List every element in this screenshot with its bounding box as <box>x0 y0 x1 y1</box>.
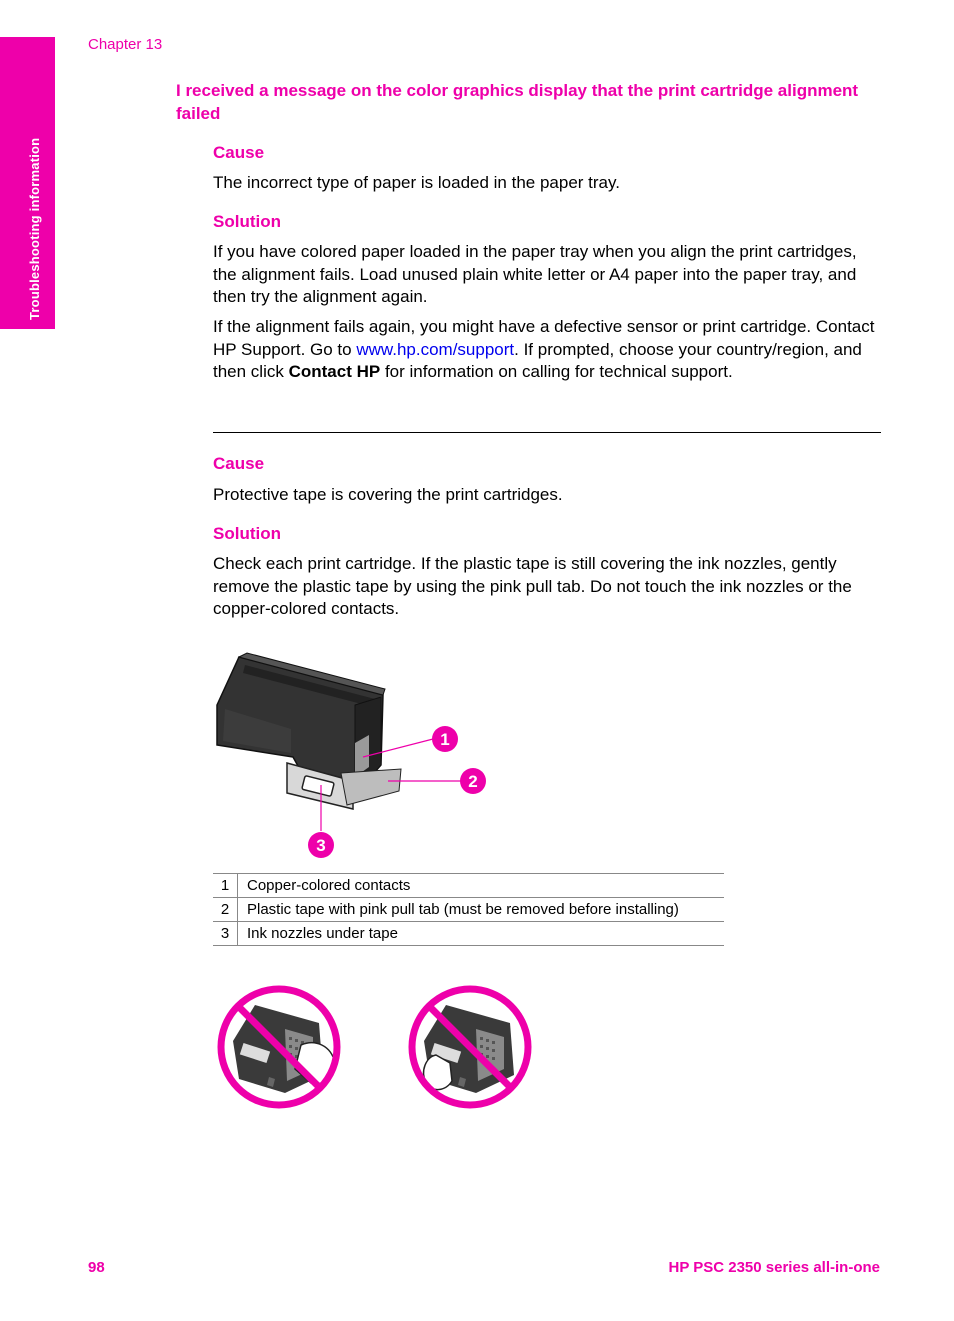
cause-heading-2: Cause <box>213 454 265 473</box>
legend-number: 1 <box>213 874 238 898</box>
do-not-touch-nozzles-icon <box>406 983 534 1111</box>
cause-text-1: The incorrect type of paper is loaded in the paper tray. <box>213 173 620 192</box>
callout-1-number: 1 <box>440 730 450 749</box>
solution-paragraph-2 <box>213 316 883 384</box>
solution-p2-text-b: . If prompted, choose your country/region, and then click <box>213 339 862 381</box>
legend-text: Plastic tape with pink pull tab (must be removed before installing) <box>238 898 725 922</box>
contact-hp-bold: Contact HP <box>288 362 381 381</box>
legend-number: 2 <box>213 898 238 922</box>
solution-paragraph-1: If you have colored paper loaded in the paper tray when you align the print cartridges, the alignment fails. Load unused plain white letter or A4 paper into the paper tray, and then try the alignment again. <box>213 242 857 306</box>
product-name: HP PSC 2350 series all-in-one <box>668 1259 880 1276</box>
support-link[interactable]: www.hp.com/support <box>356 339 515 359</box>
solution-p2-text-c: for information on calling for technical support. <box>380 362 733 381</box>
section-divider <box>213 432 881 433</box>
print-cartridge-illustration <box>205 645 495 865</box>
page-number: 98 <box>88 1259 105 1276</box>
solution-heading-1: Solution <box>213 212 281 231</box>
table-row <box>213 874 724 898</box>
solution-p2-text-a: If the alignment fails again, you might have a defective sensor or print cartridge. Contact HP Support. Go to <box>213 317 875 359</box>
table-row <box>213 898 724 922</box>
side-tab-label: Troubleshooting information <box>27 137 42 320</box>
solution-paragraph-3: Check each print cartridge. If the plastic tape is still covering the ink nozzles, gently remove the plastic tape by using the pink pull tab. Do not touch the ink nozzles or the copper-colored contacts. <box>213 554 852 618</box>
legend-text: Ink nozzles under tape <box>238 922 725 946</box>
callout-3-number: 3 <box>316 836 326 855</box>
callout-2-number: 2 <box>468 772 478 791</box>
legend-number: 3 <box>213 922 238 946</box>
callout-legend-table <box>213 873 724 946</box>
side-tab <box>0 37 55 329</box>
cause-heading-1: Cause <box>213 143 265 162</box>
cause-text-2: Protective tape is covering the print cartridges. <box>213 485 563 504</box>
legend-text: Copper-colored contacts <box>238 874 725 898</box>
chapter-label: Chapter 13 <box>88 36 163 53</box>
section-title: I received a message on the color graphics display that the print cartridge alignment failed <box>176 81 859 123</box>
do-not-touch-contacts-icon <box>215 983 343 1111</box>
table-row <box>213 922 724 946</box>
solution-heading-2: Solution <box>213 524 281 543</box>
